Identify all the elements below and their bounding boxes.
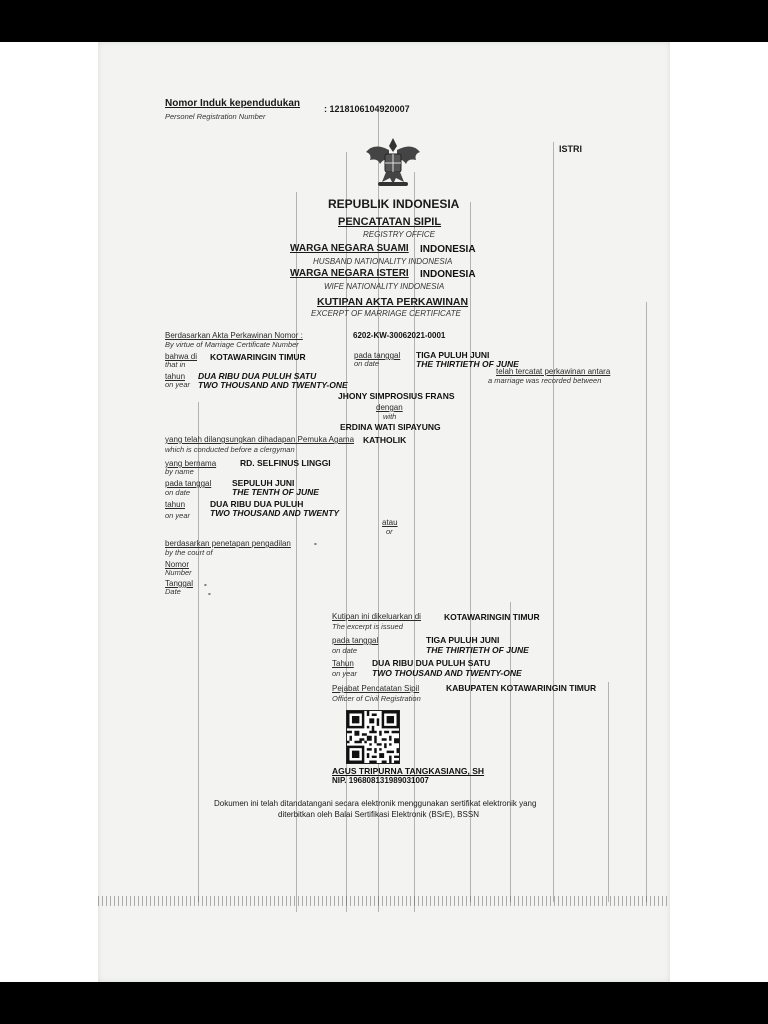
bottom-black-band [0, 982, 768, 1024]
istri-badge: ISTRI [559, 144, 583, 154]
husband-nationality-en: HUSBAND NATIONALITY INDONESIA [313, 257, 453, 266]
court-label-en: by the court of [165, 548, 213, 557]
scan-streak [346, 152, 347, 912]
place-label: bahwa di [165, 352, 198, 361]
registration-date-label: pada tanggal [354, 351, 401, 360]
qr-code-icon [346, 710, 400, 764]
wedding-date-label-en: on date [165, 488, 191, 497]
scan-streak [198, 402, 199, 902]
clergy-name-label-en: by name [165, 467, 194, 476]
issued-at-label: Kutipan ini dikeluarkan di [332, 612, 421, 621]
wedding-year-value-en: TWO THOUSAND AND TWENTY [210, 508, 340, 518]
issue-year-value: DUA RIBU DUA PULUH SATU [372, 658, 491, 668]
scan-streak [608, 682, 609, 902]
cert-number-label-en: By virtue of Marriage Certificate Number [165, 340, 299, 349]
clergy-label: yang telah dilangsungkan dihadapan Pemuka Agama [165, 435, 355, 444]
court-number-label-en: Number [165, 568, 192, 577]
wedding-year-label: tahun [165, 500, 186, 509]
or-label: atau [382, 518, 398, 527]
officer-value: KABUPATEN KOTAWARINGIN TIMUR [446, 683, 597, 693]
registration-year-label-en: on year [165, 380, 191, 389]
nik-label: Nomor Induk kependudukan [165, 98, 301, 109]
wedding-year-label-en: on year [165, 511, 191, 520]
country-title: REPUBLIK INDONESIA [328, 197, 460, 211]
nik-value: : 1218106104920007 [324, 104, 410, 114]
document-title: KUTIPAN AKTA PERKAWINAN [317, 296, 469, 308]
court-label: berdasarkan penetapan pengadilan [165, 539, 291, 548]
clergy-name-value: RD. SELFINUS LINGGI [240, 458, 331, 468]
registration-date-value: TIGA PULUH JUNI [416, 350, 490, 360]
registration-year-value-en: TWO THOUSAND AND TWENTY-ONE [198, 380, 348, 390]
recorded-between-label-en: a marriage was recorded between [488, 376, 602, 385]
e-signature-note-line1: Dokumen ini telah ditandatangani secara elektronik menggunakan sertifikat elektronik yang [214, 799, 537, 808]
court-date-value-2: - [208, 588, 211, 598]
signer-name: AGUS TRIPURNA TANGKASIANG, SH [332, 766, 485, 776]
wife-nationality-label: WARGA NEGARA ISTERI [290, 268, 409, 279]
court-number-label: Nomor [165, 560, 190, 569]
wedding-date-value: SEPULUH JUNI [232, 478, 295, 488]
officer-label: Pejabat Pencatatan Sipil [332, 684, 420, 693]
wedding-date-label: pada tanggal [165, 479, 212, 488]
top-black-band [0, 0, 768, 42]
issue-year-value-en: TWO THOUSAND AND TWENTY-ONE [372, 668, 522, 678]
issue-date-label: pada tanggal [332, 636, 379, 645]
husband-nationality-label: WARGA NEGARA SUAMI [290, 243, 409, 254]
issue-year-label-en: on year [332, 669, 358, 678]
with-label: dengan [376, 403, 403, 412]
scan-streak [553, 142, 554, 902]
cert-number-label: Berdasarkan Akta Perkawinan Nomor : [165, 331, 303, 340]
clergy-label-en: which is conducted before a clergyman [165, 445, 295, 454]
registration-year-label: tahun [165, 372, 186, 381]
issue-date-value-en: THE THIRTIETH OF JUNE [426, 645, 529, 655]
issue-year-label: Tahun [332, 659, 354, 668]
wife-nationality-en: WIFE NATIONALITY INDONESIA [324, 282, 445, 291]
signer-nip: NIP. 196808131989031007 [332, 776, 429, 785]
scan-streak [470, 202, 471, 902]
document-title-en: EXCERPT OF MARRIAGE CERTIFICATE [311, 309, 461, 318]
issue-date-value: TIGA PULUH JUNI [426, 635, 500, 645]
nik-label-en: Personel Registration Number [165, 112, 266, 121]
certificate-paper [98, 42, 670, 982]
clergy-name-label: yang bernama [165, 459, 217, 468]
wife-nationality-value: INDONESIA [420, 269, 476, 280]
garuda-emblem-icon [364, 132, 422, 188]
office-title: PENCATATAN SIPIL [338, 216, 442, 228]
officer-label-en: Officer of Civil Registration [332, 694, 421, 703]
husband-nationality-value: INDONESIA [420, 244, 476, 255]
registration-date-value-en: THE THIRTIETH OF JUNE [416, 359, 519, 369]
husband-name: JHONY SIMPROSIUS FRANS [338, 391, 455, 401]
wedding-date-value-en: THE TENTH OF JUNE [232, 487, 319, 497]
wedding-year-value: DUA RIBU DUA PULUH [210, 499, 304, 509]
recorded-between-label: telah tercatat perkawinan antara [496, 367, 611, 376]
scan-streak [646, 302, 647, 902]
registration-year-value: DUA RIBU DUA PULUH SATU [198, 371, 317, 381]
place-label-en: that in [165, 360, 186, 369]
e-signature-note-line2: diterbitkan oleh Balai Sertifikasi Elektronik (BSrE), BSSN [278, 810, 479, 819]
scanner-artifact-strip [98, 896, 670, 906]
issued-at-value: KOTAWARINGIN TIMUR [444, 612, 540, 622]
court-date-label: Tanggal [165, 579, 194, 588]
registration-date-label-en: on date [354, 359, 380, 368]
with-label-en: with [383, 412, 397, 421]
court-date-value: - [204, 579, 207, 589]
court-date-label-en: Date [165, 587, 181, 596]
clergy-value: KATHOLIK [363, 435, 407, 445]
office-title-en: REGISTRY OFFICE [363, 230, 436, 239]
wife-name: ERDINA WATI SIPAYUNG [340, 422, 441, 432]
issued-at-label-en: The excerpt is issued [332, 622, 403, 631]
court-value: - [314, 538, 317, 548]
cert-number-value: 6202-KW-30062021-0001 [353, 331, 446, 340]
issue-date-label-en: on date [332, 646, 358, 655]
or-label-en: or [386, 527, 393, 536]
place-value: KOTAWARINGIN TIMUR [210, 352, 306, 362]
